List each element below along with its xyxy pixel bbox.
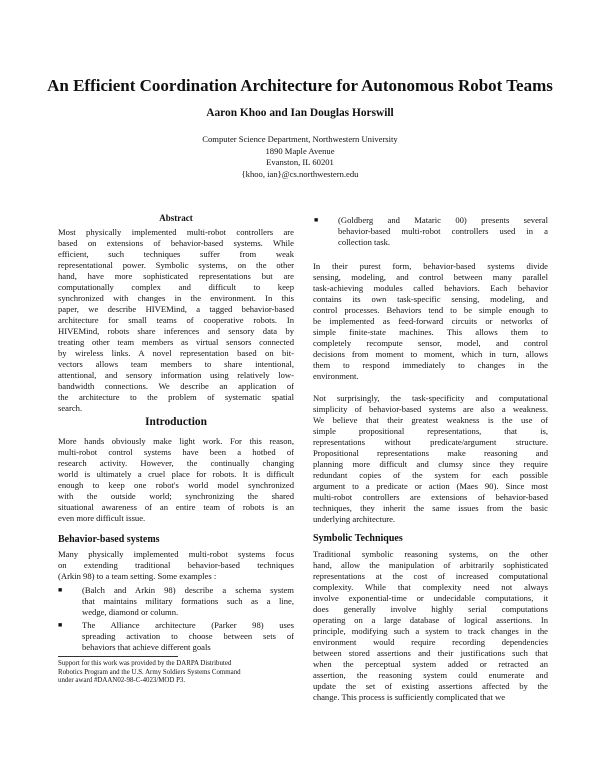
paragraph-line: argument to a predicate or action (Maes 90). Since most	[313, 481, 548, 491]
abstract-line: attentional, and sensory information using relatively low-	[58, 370, 294, 380]
paragraph-line: environment.	[313, 371, 359, 381]
paragraph-line: be implemented as feed-forward circuits or networks of	[313, 316, 548, 326]
paragraph-line: planning more difficult and clumsy since they require	[313, 459, 548, 469]
abstract-line: paper, we describe HIVEMind, a tagged behavior-based	[58, 304, 294, 314]
paragraph-line: hand, allow the manipulation of arbitrarily sophisticated	[313, 560, 548, 570]
paragraph-line: control processes. Behaviors tend to be simple enough to	[313, 305, 548, 315]
abstract-body	[58, 227, 294, 414]
behavior-based-heading: Behavior-based systems	[58, 534, 160, 545]
footnote-line: under award #DAAN02-98-C-4023/MOD P3.	[58, 677, 186, 685]
abstract-line: vectors allows team members to share intentional,	[58, 359, 294, 369]
introduction-body	[58, 436, 294, 524]
abstract-line: architecture for small teams of cooperative robots. In	[58, 315, 294, 325]
paragraph-line: We believe that their greatest weakness is the use of	[313, 415, 548, 425]
bullet-icon: ■	[58, 621, 63, 629]
affiliation-line: 1890 Maple Avenue	[265, 145, 335, 156]
paragraph-line: environment would require recording dependencies	[313, 637, 548, 647]
bullet-item	[58, 585, 294, 618]
intro-line: research activity. However, the continually changing	[58, 458, 294, 468]
behavior-line: Many physically implemented multi-robot systems focus	[58, 549, 294, 559]
paragraph-line: representations without predicate/argument structure.	[313, 437, 548, 447]
paragraph	[313, 393, 548, 525]
paragraph-line: multi-robot controllers are extensions of behavior-based	[313, 492, 548, 502]
paragraph-line: involve exponential-time or undecidable computations, it	[313, 593, 548, 603]
paragraph-line: does generally involve highly serial computations	[313, 604, 548, 614]
abstract-heading: Abstract	[159, 213, 193, 223]
bullet-line: that maintains military formations such as a line,	[82, 596, 294, 606]
intro-line: multi-robot control systems have been a hotbed of	[58, 447, 294, 457]
bullet-line: spreading activation to choose between sets of	[82, 631, 294, 641]
bullet-line: (Goldberg and Mataric 00) presents several	[338, 215, 548, 225]
paragraph-line: redundant copies of the system for each possible	[313, 470, 548, 480]
bullet-line: (Balch and Arkin 98) describe a schema system	[82, 585, 294, 595]
abstract-line: by wireless links. A novel representation based on bit-	[58, 348, 294, 358]
symbolic-techniques-heading: Symbolic Techniques	[313, 533, 403, 544]
paragraph-line: simplicity of behavior-based systems are also a weakness.	[313, 404, 548, 414]
paragraph-line: Propositional representations make reasoning and	[313, 448, 548, 458]
affiliation-line: Computer Science Department, Northwestern University	[202, 134, 398, 144]
abstract-line: bandwidth connections. We describe an application of	[58, 381, 294, 391]
intro-line: situational awareness of an entire team of robots is an	[58, 502, 294, 512]
footnote	[58, 660, 294, 686]
affiliation-line: Evanston, IL 60201	[266, 157, 334, 167]
paragraph	[313, 549, 548, 703]
bullet-line: collection task.	[338, 237, 391, 247]
footnote-rule	[58, 656, 178, 657]
bullet-line: behavior-based multi-robot controllers used in a	[338, 226, 548, 236]
paragraph-line: In their purest form, behavior-based systems divide	[313, 261, 548, 271]
bullet-item	[58, 620, 294, 653]
paragraph-line: them to respond immediately to changes in the	[313, 360, 548, 370]
paragraph-line: update the set of existing assertions affected by the	[313, 681, 548, 691]
intro-line: enough to keep one robot's world model synchronized	[58, 480, 294, 490]
abstract-line: search.	[58, 403, 83, 413]
abstract-line: efficient, such techniques suffer from weak	[58, 249, 294, 259]
paragraph-line: contains its own task-specific sensing, modeling, and	[313, 294, 548, 304]
affiliation-line: {khoo, ian}@cs.northwestern.edu	[241, 168, 359, 179]
abstract-line: computationally complex and difficult to keep	[58, 282, 294, 292]
abstract-line: HIVEMind, robots share inferences and sensory data by	[58, 326, 294, 336]
paragraph-line: operating on a large database of logical assertions. In	[313, 615, 548, 625]
paragraph-line: complexity. While that complexity need not always	[313, 582, 548, 592]
behavior-based-body	[58, 549, 294, 582]
paragraph-line: completely recompute sensor, model, and control	[313, 338, 548, 348]
bullet-icon: ■	[314, 216, 319, 224]
bullet-line: wedge, diamond or column.	[82, 607, 179, 617]
paragraph-line: representations at the cost of increased computational	[313, 571, 548, 581]
bullet-line: The Alliance architecture (Parker 98) uses	[82, 620, 294, 630]
abstract-line: representational power. Symbolic systems, on the other	[58, 260, 294, 270]
paragraph-line: Not surprisingly, the task-specificity and computational	[313, 393, 548, 403]
affiliation	[0, 134, 600, 180]
paragraph-line: task-achieving modules called behaviors. Each behavior	[313, 283, 548, 293]
paragraph-line: decisions from moment to moment, which in turn, allows	[313, 349, 548, 359]
abstract-line: hand, have more sophisticated representations but are	[58, 271, 294, 281]
paragraph	[313, 261, 548, 382]
intro-line: More hands obviously make light work. For this reason,	[58, 436, 294, 446]
paper-authors: Aaron Khoo and Ian Douglas Horswill	[206, 107, 394, 119]
abstract-line: the architecture to the problem of systematic spatial	[58, 392, 294, 402]
abstract-line: Most physically implemented multi-robot controllers are	[58, 227, 294, 237]
paragraph-line: assertion, the reasoning system could enumerate and	[313, 670, 548, 680]
bullet-item	[314, 215, 548, 248]
behavior-line: (Arkin 98) to a team setting. Some examples :	[58, 571, 217, 581]
abstract-line: synchronized with changes in the environment. In this	[58, 293, 294, 303]
paragraph-line: change. This process is sufficiently complicated that we	[313, 692, 506, 702]
paragraph-line: when the perceptual system added or retracted an	[313, 659, 548, 669]
paragraph-line: techniques, they inherit the same issues from the basic	[313, 503, 548, 513]
paragraph-line: underlying architecture.	[313, 514, 396, 524]
introduction-heading: Introduction	[145, 416, 207, 428]
paragraph-line: principle, modifying such a system to track changes in the	[313, 626, 548, 636]
abstract-line: based on extensions of behavior-based systems. While	[58, 238, 294, 248]
paragraph-line: between stored assertions and their justifications such that	[313, 648, 548, 658]
paragraph-line: Traditional symbolic reasoning systems, on the other	[313, 549, 548, 559]
behavior-line: on extending traditional behavior-based techniques	[58, 560, 294, 570]
bullet-icon: ■	[58, 586, 63, 594]
paper-title: An Efficient Coordination Architecture for Autonomous Robot Teams	[47, 76, 553, 95]
paragraph-line: simple finite-state machines. This allows them to	[313, 327, 548, 337]
abstract-line: treating other team members as virtual sensors connected	[58, 337, 294, 347]
bullet-line: behaviors that achieve different goals	[82, 642, 211, 652]
paragraph-line: simple propositional representations, that is,	[313, 426, 548, 436]
intro-line: with the outside world; synchronizing the shared	[58, 491, 294, 501]
paragraph-line: sensing, modeling, and control between many parallel	[313, 272, 548, 282]
footnote-line: Support for this work was provided by the DARPA Distributed	[58, 660, 232, 667]
footnote-line: Robotics Program and the U.S. Army Soldiers Systems Command	[58, 668, 241, 676]
intro-line: world is ultimately a cruel place for robots. It is difficult	[58, 469, 294, 479]
intro-line: even more difficult issue.	[58, 513, 146, 523]
